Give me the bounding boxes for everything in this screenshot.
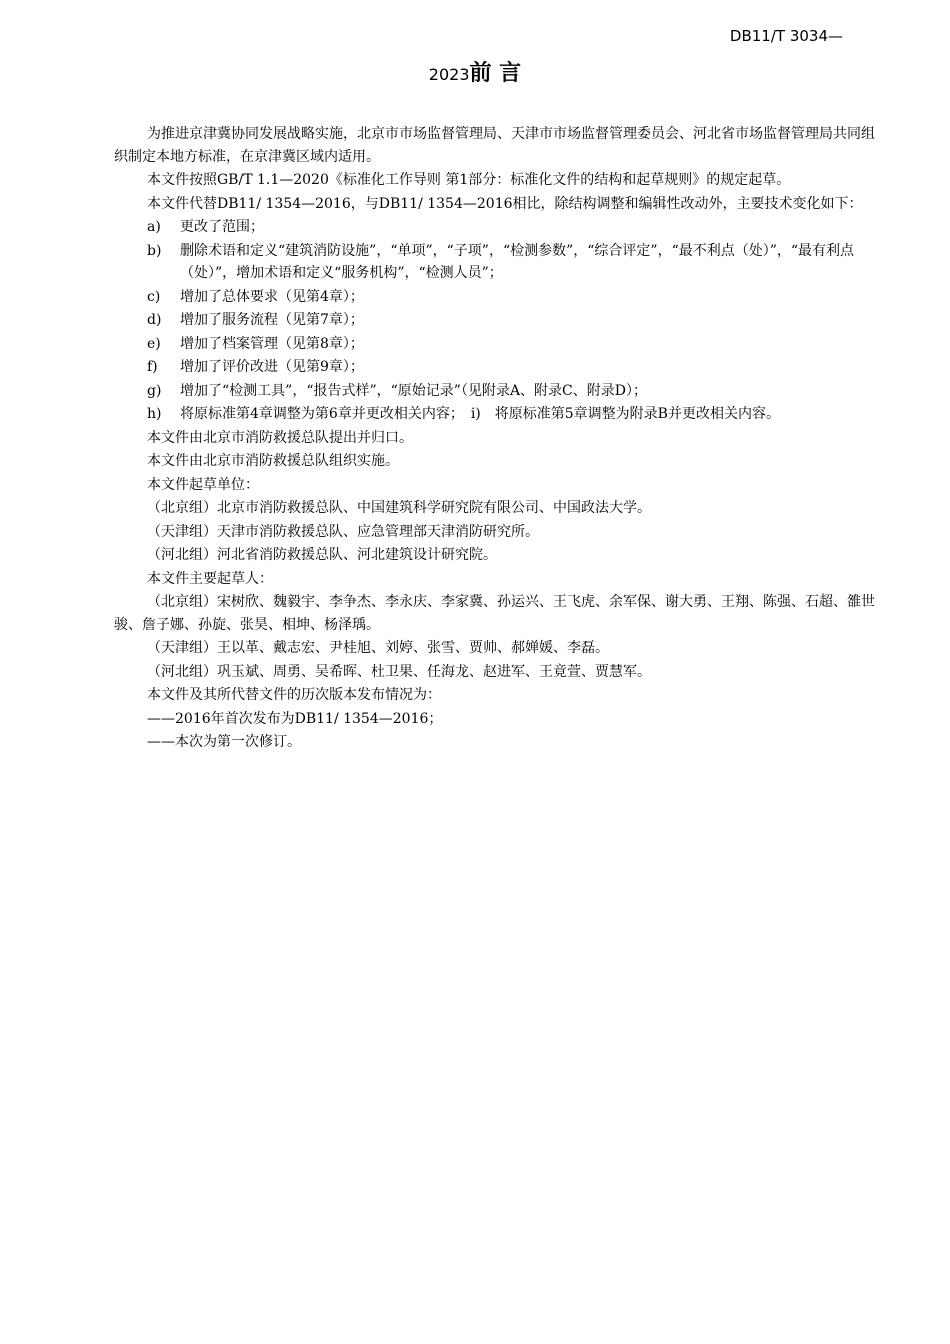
list-item-text: 将原标准第4章调整为第6章并更改相关内容； i) 将原标准第5章调整为附录B并更改相关内容。 xyxy=(180,406,780,422)
paragraph-units-beijing: （北京组）北京市消防救援总队、中国建筑科学研究院有限公司、中国政法大学。 xyxy=(147,500,651,516)
paragraph-intro: 为推进京津冀协同发展战略实施，北京市市场监督管理局、天津市市场监督管理委员会、河北省市场监督管理局共同组织制定本地方标准，在京津冀区域内适用。 xyxy=(114,126,875,165)
document-code: DB11/T 3034— xyxy=(729,27,843,45)
paragraph-drafters-heading: 本文件主要起草人： xyxy=(147,570,273,587)
list-marker: e) xyxy=(147,335,161,352)
history-item-first: ——2016年首次发布为DB11/ 1354—2016； xyxy=(147,710,443,727)
list-item-text: 增加了“检测工具”，“报告式样”，“原始记录”（见附录A、附录C、附录D）； xyxy=(180,382,647,399)
paragraph-drafting-units-heading: 本文件起草单位： xyxy=(147,476,259,493)
paragraph-drafting-rules: 本文件按照GB/T 1.1—2020《标准化工作导则 第1部分：标准化文件的结构和起草规则》的规定起草。 xyxy=(147,172,791,188)
list-item-text: 删除术语和定义“建筑消防设施”，“单项”，“子项”，“检测参数”，“综合评定”，“最不利点（处）”，“最有利点（处）”，增加术语和定义“服务机构”，“检测人员”； xyxy=(180,242,855,281)
list-marker: d) xyxy=(147,312,162,328)
history-item-revision: ——本次为第一次修订。 xyxy=(147,734,301,750)
change-item-b xyxy=(114,240,884,285)
list-marker: h) xyxy=(147,406,162,422)
change-item-c xyxy=(114,286,884,309)
change-item-h xyxy=(114,403,884,426)
paragraph-drafters-beijing: （北京组）宋树欣、魏毅宇、李争杰、李永庆、李家冀、孙运兴、王飞虎、余军保、谢大勇、王翔、陈强、石超、雒世骏、詹子娜、孙旋、张昊、相坤、杨泽瑀。 xyxy=(114,594,875,633)
list-marker: f) xyxy=(147,359,158,375)
paragraph-units-hebei: （河北组）河北省消防救援总队、河北建筑设计研究院。 xyxy=(147,547,497,563)
list-item-text: 增加了总体要求（见第4章）； xyxy=(180,288,364,305)
list-item-text: 更改了范围； xyxy=(180,219,264,235)
paragraph-implementer: 本文件由北京市消防救援总队组织实施。 xyxy=(147,453,399,469)
title-line xyxy=(0,56,950,87)
page-title: 前 言 xyxy=(469,61,522,86)
list-item-text: 增加了服务流程（见第7章）； xyxy=(180,312,364,328)
paragraph-replacement: 本文件代替DB11/ 1354—2016，与DB11/ 1354—2016相比，除结构调整和编辑性改动外，主要技术变化如下： xyxy=(147,195,863,212)
list-marker: b) xyxy=(147,242,162,259)
title-year: 2023 xyxy=(428,65,470,84)
change-item-g xyxy=(114,380,884,403)
change-item-a xyxy=(114,216,884,239)
list-item-text: 增加了档案管理（见第8章）； xyxy=(180,335,364,352)
change-item-f xyxy=(114,356,884,379)
foreword-body xyxy=(114,123,884,755)
list-marker: c) xyxy=(147,288,161,305)
list-item-text: 增加了评价改进（见第9章）； xyxy=(180,359,364,375)
paragraph-units-tianjin: （天津组）天津市消防救援总队、应急管理部天津消防研究所。 xyxy=(147,523,539,540)
change-item-e xyxy=(114,333,884,356)
paragraph-history-heading: 本文件及其所代替文件的历次版本发布情况为： xyxy=(147,687,441,703)
list-marker: a) xyxy=(147,219,161,235)
paragraph-proposer: 本文件由北京市消防救援总队提出并归口。 xyxy=(147,429,413,446)
paragraph-drafters-tianjin: （天津组）王以革、戴志宏、尹桂旭、刘婷、张雪、贾帅、郝婵媛、李磊。 xyxy=(147,640,609,656)
paragraph-drafters-hebei: （河北组）巩玉斌、周勇、吴希晖、杜卫果、任海龙、赵进军、王竟萱、贾慧军。 xyxy=(147,663,651,680)
change-item-d xyxy=(114,309,884,332)
list-marker: g) xyxy=(147,382,162,399)
